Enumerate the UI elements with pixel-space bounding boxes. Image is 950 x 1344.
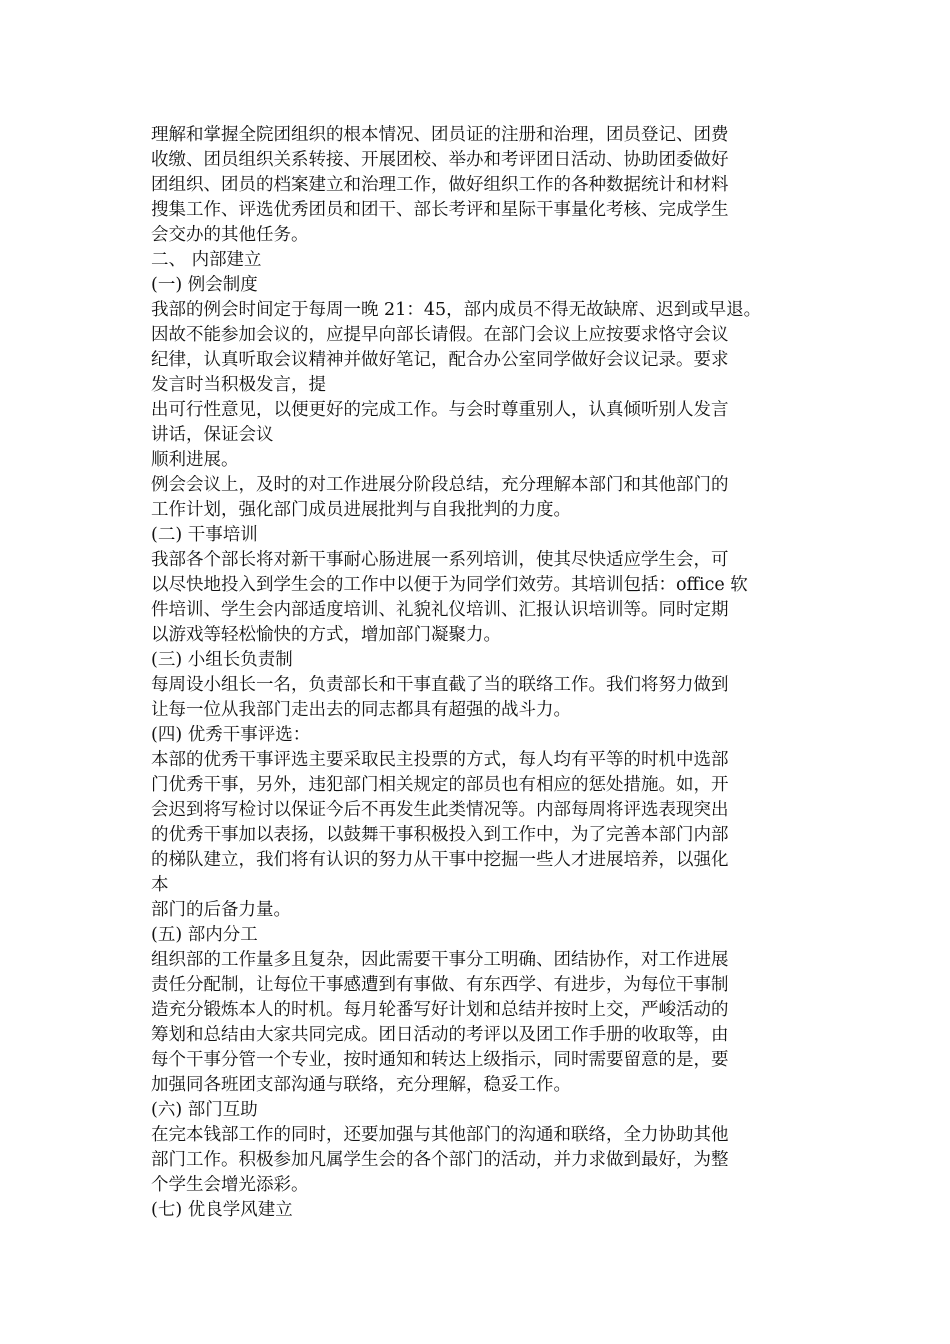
text-line: (二) 干事培训: [151, 525, 258, 545]
text-line: 讲话，保证会议: [151, 425, 274, 445]
text-line: 我部的例会时间定于每周一晚 21：45，部内成员不得无故缺席、迟到或早退。: [151, 300, 762, 320]
text-line: 收缴、团员组织关系转接、开展团校、举办和考评团日活动、协助团委做好: [151, 150, 729, 170]
text-line: 的梯队建立，我们将有认识的努力从干事中挖掘一些人才进展培养，以强化: [151, 850, 729, 870]
text-line: 搜集工作、评选优秀团员和团干、部长考评和星际干事量化考核、完成学生: [151, 200, 729, 220]
text-line: 每周设小组长一名，负责部长和干事直截了当的联络工作。我们将努力做到: [151, 675, 729, 695]
text-line: (一) 例会制度: [151, 275, 258, 295]
text-line: 造充分锻炼本人的时机。每月轮番写好计划和总结并按时上交，严峻活动的: [151, 1000, 729, 1020]
text-line: 门优秀干事，另外，违犯部门相关规定的部员也有相应的惩处措施。如，开: [151, 775, 729, 795]
text-line: 纪律，认真听取会议精神并做好笔记，配合办公室同学做好会议记录。要求: [151, 350, 729, 370]
text-line: 顺利进展。: [151, 450, 239, 470]
text-line: 会交办的其他任务。: [151, 225, 309, 245]
text-line: 的优秀干事加以表扬，以鼓舞干事积极投入到工作中，为了完善本部门内部: [151, 825, 729, 845]
text-line: 让每一位从我部门走出去的同志都具有超强的战斗力。: [151, 700, 571, 720]
text-line: (四) 优秀干事评选：: [151, 725, 311, 745]
text-line: 在完本钱部工作的同时，还要加强与其他部门的沟通和联络，全力协助其他: [151, 1125, 729, 1145]
text-line: 本: [151, 875, 169, 895]
text-line: 责任分配制，让每位干事感遭到有事做、有东西学、有进步，为每位干事制: [151, 975, 729, 995]
text-line: 我部各个部长将对新干事耐心肠进展一系列培训，使其尽快适应学生会，可: [151, 550, 729, 570]
text-line: 本部的优秀干事评选主要采取民主投票的方式，每人均有平等的时机中选部: [151, 750, 729, 770]
text-line: 每个干事分管一个专业，按时通知和转达上级指示，同时需要留意的是，要: [151, 1050, 729, 1070]
text-line: 以尽快地投入到学生会的工作中以便于为同学们效劳。其培训包括：office 软: [151, 575, 748, 595]
text-line: 筹划和总结由大家共同完成。团日活动的考评以及团工作手册的收取等，由: [151, 1025, 729, 1045]
document-body: [151, 123, 811, 1223]
text-line: 加强同各班团支部沟通与联络，充分理解，稳妥工作。: [151, 1075, 571, 1095]
text-line: 团组织、团员的档案建立和治理工作，做好组织工作的各种数据统计和材料: [151, 175, 729, 195]
text-line: 组织部的工作量多且复杂，因此需要干事分工明确、团结协作，对工作进展: [151, 950, 729, 970]
text-line: 理解和掌握全院团组织的根本情况、团员证的注册和治理，团员登记、团费: [151, 125, 729, 145]
text-line: (六) 部门互助: [151, 1100, 258, 1120]
text-line: 二、 内部建立: [151, 250, 262, 270]
text-line: 会迟到将写检讨以保证今后不再发生此类情况等。内部每周将评选表现突出: [151, 800, 729, 820]
text-line: 出可行性意见，以便更好的完成工作。与会时尊重别人，认真倾听别人发言: [151, 400, 729, 420]
text-line: 例会会议上，及时的对工作进展分阶段总结，充分理解本部门和其他部门的: [151, 475, 729, 495]
text-line: 件培训、学生会内部适度培训、礼貌礼仪培训、汇报认识培训等。同时定期: [151, 600, 729, 620]
text-line: 因故不能参加会议的，应提早向部长请假。在部门会议上应按要求恪守会议: [151, 325, 729, 345]
text-line: (五) 部内分工: [151, 925, 258, 945]
text-line: 部门工作。积极参加凡属学生会的各个部门的活动，并力求做到最好，为整: [151, 1150, 729, 1170]
text-line: (三) 小组长负责制: [151, 650, 293, 670]
text-line: (七) 优良学风建立: [151, 1200, 293, 1220]
text-line: 部门的后备力量。: [151, 900, 291, 920]
text-line: 发言时当积极发言，提: [151, 375, 326, 395]
text-line: 以游戏等轻松愉快的方式，增加部门凝聚力。: [151, 625, 501, 645]
text-line: 工作计划，强化部门成员进展批判与自我批判的力度。: [151, 500, 571, 520]
text-line: 个学生会增光添彩。: [151, 1175, 309, 1195]
